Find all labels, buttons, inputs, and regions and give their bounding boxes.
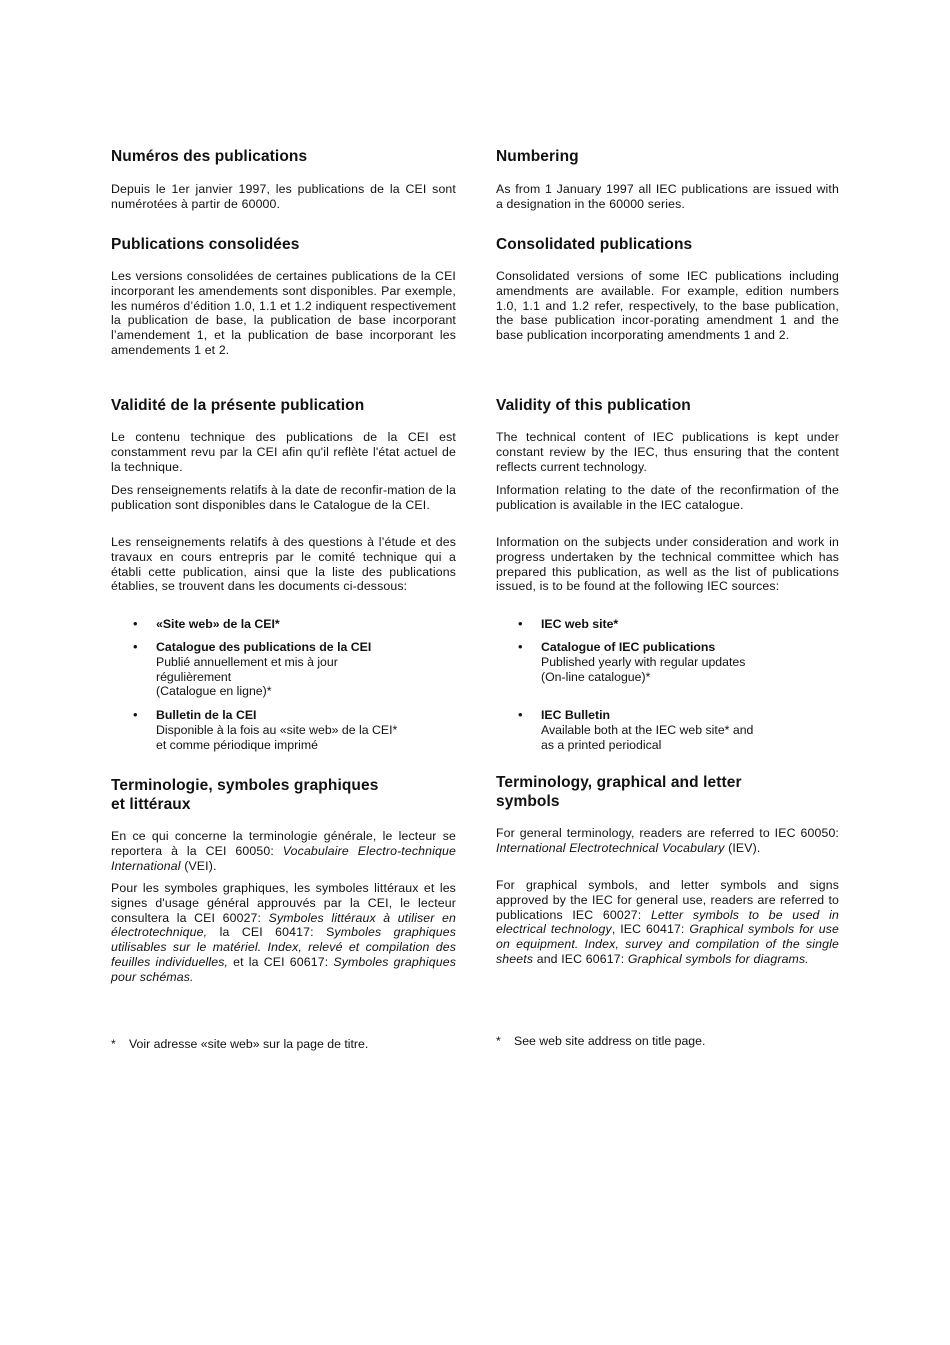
fr-bullet-bulletin-line-1: Disponible à la fois au «site web» de la CEI* bbox=[156, 722, 398, 737]
en-footnote-star: * bbox=[496, 1034, 501, 1048]
en-terminology-p2-text-e: and IEC 60617: bbox=[533, 951, 628, 966]
fr-consolidated-heading: Publications consolidées bbox=[111, 236, 300, 253]
en-terminology-p2-text-c: , IEC 60417: bbox=[611, 922, 690, 937]
en-bullet-web-site-title: IEC web site* bbox=[541, 617, 619, 631]
en-terminology-paragraph-1 bbox=[496, 826, 839, 856]
en-terminology-paragraph-2 bbox=[496, 878, 839, 967]
en-terminology-p1-title: International Electrotechnical Vocabulary bbox=[496, 840, 725, 855]
fr-footnote-text: Voir adresse «site web» sur la page de titre. bbox=[129, 1037, 369, 1051]
en-numbering-heading: Numbering bbox=[496, 148, 579, 165]
en-terminology-p2-title-f: Graphical symbols for diagrams. bbox=[627, 951, 809, 966]
fr-bullet-bulletin bbox=[111, 708, 456, 752]
fr-terminology-p2-title-f: Symboles graphiques pour schémas. bbox=[111, 954, 456, 984]
fr-bullet-bulletin-line-2: et comme périodique imprimé bbox=[156, 737, 318, 752]
en-footnote-text: See web site address on title page. bbox=[514, 1034, 706, 1048]
fr-terminology-heading-line-2: et littéraux bbox=[111, 796, 191, 813]
fr-numbering-text: Depuis le 1er janvier 1997, les publications de la CEI sont numérotées à partir de 60000. bbox=[111, 182, 456, 211]
fr-terminology-paragraph-1 bbox=[111, 829, 456, 873]
en-terminology-p2-text-a: For graphical symbols, and letter symbols and signs approved by the IEC for general use, readers are referred to publications IEC 60027: bbox=[496, 878, 839, 922]
en-validity-paragraph-3: Information on the subjects under consideration and work in progress undertaken by the technical committee which has prepared this publication, as well as the list of publications issued, is to be found at the following IEC sources: bbox=[496, 535, 839, 594]
en-bullet-bulletin-title: IEC Bulletin bbox=[541, 708, 611, 722]
en-terminology-p1-text-c: (IEV). bbox=[724, 840, 761, 855]
en-bullet-catalogue-line-1: Published yearly with regular updates bbox=[541, 654, 746, 669]
en-terminology-heading-line-1: Terminology, graphical and letter bbox=[496, 774, 742, 791]
fr-footnote bbox=[111, 1037, 456, 1052]
en-terminology-p2-title-b: Letter symbols to be used in electrical technology bbox=[496, 907, 839, 937]
bullet-glyph: • bbox=[133, 707, 138, 722]
fr-terminology-paragraph-2 bbox=[111, 881, 456, 985]
en-bullet-bulletin-line-1: Available both at the IEC web site* and bbox=[541, 722, 754, 737]
fr-validity-paragraph-1: Le contenu technique des publications de la CEI est constamment revu par la CEI afin qu'il reflète l'état actuel de la technique. bbox=[111, 430, 456, 474]
fr-bullet-bulletin-title: Bulletin de la CEI bbox=[156, 708, 257, 722]
bullet-glyph: • bbox=[518, 616, 523, 631]
fr-validity-paragraph-3: Les renseignements relatifs à des questions à l’étude et des travaux en cours entrepris par le comité technique qui a établi cette publication, ainsi que la liste des publications établies, se trouvent dans les documents ci-dessous: bbox=[111, 535, 456, 594]
fr-terminology-p2-text-c: la CEI 60417: S bbox=[207, 925, 335, 940]
en-validity-paragraph-2: Information relating to the date of the reconfirmation of the publication is available in the IEC catalogue. bbox=[496, 483, 839, 512]
en-bullet-bulletin bbox=[496, 708, 839, 752]
fr-bullet-web-site-title: «Site web» de la CEI* bbox=[156, 617, 280, 631]
en-consolidated-heading: Consolidated publications bbox=[496, 236, 693, 253]
en-terminology-p1-text-a: For general terminology, readers are referred to IEC 60050: bbox=[496, 826, 839, 840]
fr-bullet-catalogue-line-2: régulièrement bbox=[156, 669, 232, 684]
fr-terminology-p2-title-b: Symboles littéraux à utiliser en électrotechnique, bbox=[111, 910, 456, 940]
fr-terminology-p2-text-e: et la CEI 60617: bbox=[228, 954, 334, 969]
bullet-glyph: • bbox=[133, 616, 138, 631]
en-numbering-text: As from 1 January 1997 all IEC publications are issued with a designation in the 60000 series. bbox=[496, 182, 839, 211]
fr-terminology-p1-text-a: En ce qui concerne la terminologie générale, le lecteur se reportera à la CEI 60050: bbox=[111, 829, 456, 858]
bullet-glyph: • bbox=[133, 639, 138, 654]
fr-terminology-heading-line-1: Terminologie, symboles graphiques bbox=[111, 777, 379, 794]
en-bullet-catalogue-line-2: (On-line catalogue)* bbox=[541, 669, 651, 684]
en-bullet-web-site bbox=[496, 617, 839, 632]
fr-terminology-p2-text-a: Pour les symboles graphiques, les symboles littéraux et les signes d'usage général approuvés par la CEI, le lecteur consultera la CEI 60027: bbox=[111, 881, 456, 925]
en-bullet-catalogue-title: Catalogue of IEC publications bbox=[541, 640, 716, 654]
fr-terminology-heading bbox=[111, 776, 456, 814]
fr-footnote-star: * bbox=[111, 1037, 116, 1051]
fr-validity-paragraph-2: Des renseignements relatifs à la date de reconfir-mation de la publication sont disponibles dans le Catalogue de la CEI. bbox=[111, 483, 456, 512]
en-footnote bbox=[496, 1034, 839, 1049]
en-consolidated-text: Consolidated versions of some IEC publications including amendments are available. For example, edition numbers 1.0, 1.1 and 1.2 refer, respectively, to the base publication, the base publication incor-porating amendment 1 and the base publication incorporating amendments 1 and 2. bbox=[496, 269, 839, 343]
en-bullet-bulletin-line-2: as a printed periodical bbox=[541, 737, 662, 752]
en-validity-paragraph-1: The technical content of IEC publications is kept under constant review by the IEC, thus ensuring that the content reflects current technology. bbox=[496, 430, 839, 474]
fr-terminology-p2-title-d: ymboles graphiques utilisables sur le matériel. Index, relevé et compilation des feuilles individuelles, bbox=[111, 925, 456, 969]
fr-numbering-heading: Numéros des publications bbox=[111, 148, 308, 165]
fr-bullet-catalogue bbox=[111, 640, 456, 699]
fr-terminology-p1-text-c: (VEI). bbox=[180, 858, 217, 873]
bullet-glyph: • bbox=[518, 639, 523, 654]
fr-validity-heading: Validité de la présente publication bbox=[111, 397, 365, 414]
en-terminology-heading bbox=[496, 773, 839, 811]
en-bullet-catalogue bbox=[496, 640, 839, 684]
en-validity-heading: Validity of this publication bbox=[496, 397, 691, 414]
fr-bullet-catalogue-line-3: (Catalogue en ligne)* bbox=[156, 684, 272, 699]
bullet-glyph: • bbox=[518, 707, 523, 722]
fr-bullet-web-site bbox=[111, 617, 456, 632]
fr-consolidated-text: Les versions consolidées de certaines publications de la CEI incorporant les amendements sont disponibles. Par exemple, les numéros d’édition 1.0, 1.1 et 1.2 indiquent respectivement la publication de base, la publication de base incorporant l’amendement 1, et la publication de base incorporant les amendements 1 et 2. bbox=[111, 269, 456, 357]
fr-bullet-catalogue-title: Catalogue des publications de la CEI bbox=[156, 640, 372, 654]
fr-bullet-catalogue-line-1: Publié annuellement et mis à jour bbox=[156, 654, 338, 669]
en-terminology-heading-line-2: symbols bbox=[496, 793, 560, 810]
en-terminology-p2-title-d: Graphical symbols for use on equipment. Index, survey and compilation of the single sheets bbox=[496, 922, 839, 966]
fr-terminology-p1-title: Vocabulaire Electro-technique International bbox=[111, 843, 456, 873]
